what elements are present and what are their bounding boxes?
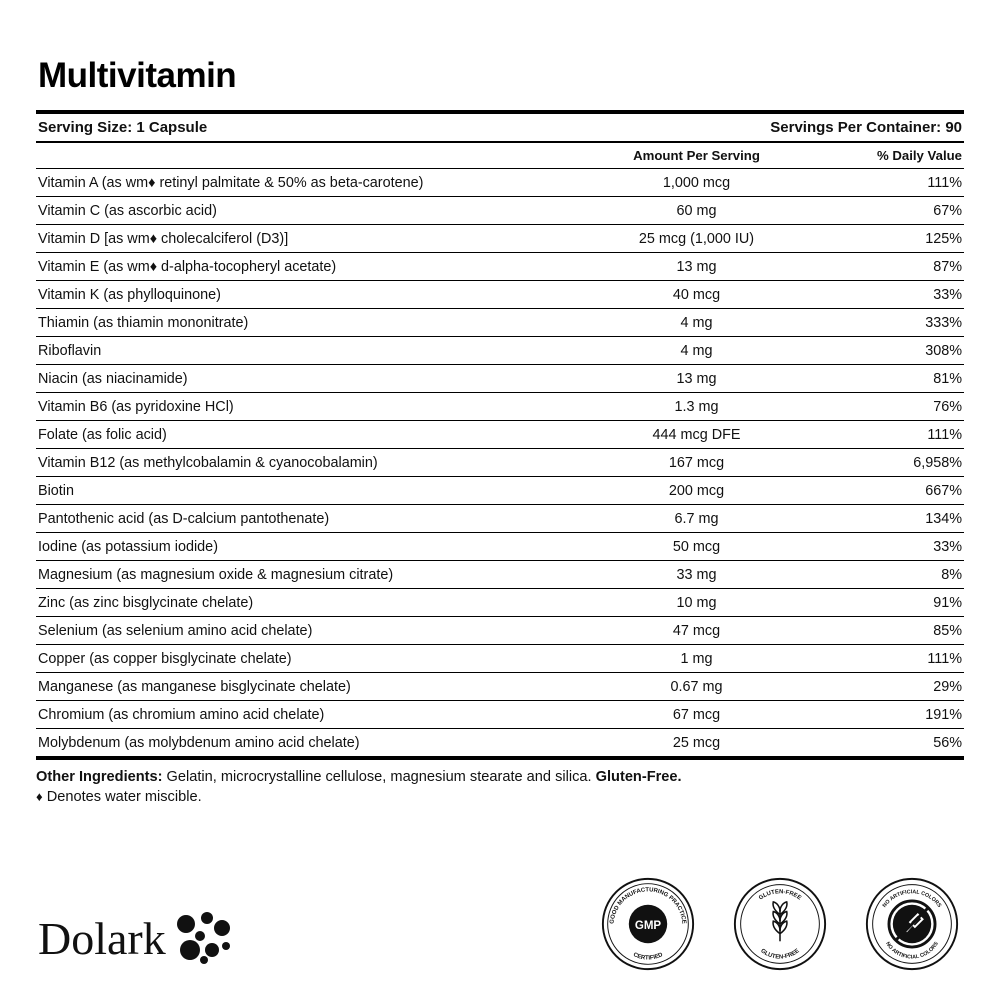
- gmp-seal-icon: [600, 876, 696, 972]
- svg-text:CERTIFIED: CERTIFIED: [632, 952, 664, 962]
- nutrient-dv: 29%: [814, 673, 964, 701]
- nutrient-amount: 10 mg: [579, 589, 814, 617]
- nutrient-name: Selenium (as selenium amino acid chelate): [36, 617, 579, 645]
- svg-text:GOOD MANUFACTURING PRACTICE: GOOD MANUFACTURING PRACTICE: [609, 887, 687, 925]
- nutrient-amount: 25 mcg (1,000 IU): [579, 225, 814, 253]
- nutrient-name: Copper (as copper bisglycinate chelate): [36, 645, 579, 673]
- nutrient-dv: 134%: [814, 505, 964, 533]
- nutrient-amount: 444 mcg DFE: [579, 421, 814, 449]
- nutrient-amount: 1.3 mg: [579, 393, 814, 421]
- nutrient-dv: 6,958%: [814, 449, 964, 477]
- nutrient-name: Vitamin B12 (as methylcobalamin & cyanocobalamin): [36, 449, 579, 477]
- nutrient-name: Thiamin (as thiamin mononitrate): [36, 309, 579, 337]
- nutrient-dv: 56%: [933, 735, 962, 751]
- nutrient-amount: 67 mcg: [579, 701, 814, 729]
- other-ingredients: [36, 760, 964, 788]
- nutrient-dv: 81%: [814, 365, 964, 393]
- nutrient-name: Magnesium (as magnesium oxide & magnesium citrate): [36, 561, 579, 589]
- nutrient-name: Zinc (as zinc bisglycinate chelate): [36, 589, 579, 617]
- nutrient-amount: 33 mg: [579, 561, 814, 589]
- nutrient-amount: 200 mcg: [579, 477, 814, 505]
- nutrient-dv: 111%: [814, 169, 964, 197]
- nutrient-name: Vitamin B6 (as pyridoxine HCl): [36, 393, 579, 421]
- table-row: [36, 673, 964, 701]
- svg-text:GMP: GMP: [634, 919, 662, 932]
- page-title: Multivitamin: [38, 56, 237, 95]
- nutrient-amount: 13 mg: [579, 365, 814, 393]
- brand-logo: [38, 908, 238, 968]
- nutrient-name: Folate (as folic acid): [36, 421, 579, 449]
- table-row: [36, 253, 964, 281]
- table-row: [36, 477, 964, 505]
- nutrient-name: Vitamin E (as wm♦ d-alpha-tocopheryl acetate): [36, 253, 579, 281]
- nutrient-dv: 33%: [814, 281, 964, 309]
- nutrient-amount: 40 mcg: [579, 281, 814, 309]
- nutrient-dv: 667%: [814, 477, 964, 505]
- serving-size: Serving Size: 1 Capsule: [38, 119, 208, 136]
- nutrient-dv: 91%: [814, 589, 964, 617]
- table-row: [36, 393, 964, 421]
- table-row: [36, 589, 964, 617]
- table-row: [36, 281, 964, 309]
- table-row: [36, 309, 964, 337]
- other-ingredients-text: Gelatin, microcrystalline cellulose, magnesium stearate and silica.: [162, 769, 596, 785]
- servings-per-container: Servings Per Container: 90: [770, 119, 962, 136]
- water-miscible-text: Denotes water miscible.: [46, 789, 202, 806]
- nutrient-amount: 60 mg: [579, 197, 814, 225]
- label-footer: [36, 866, 964, 986]
- other-ingredients-label: Other Ingredients:: [36, 769, 163, 785]
- nutrient-amount: 25 mcg: [672, 735, 721, 751]
- table-header-row: [36, 143, 964, 169]
- nutrient-amount: 4 mg: [579, 309, 814, 337]
- nutrient-amount: 13 mg: [579, 253, 814, 281]
- nutrient-name: Niacin (as niacinamide): [36, 365, 579, 393]
- nutrient-dv: 308%: [814, 337, 964, 365]
- svg-text:GLUTEN-FREE: GLUTEN-FREE: [758, 889, 802, 902]
- nutrient-dv: 33%: [814, 533, 964, 561]
- nutrient-dv: 111%: [814, 645, 964, 673]
- nutrient-dv: 67%: [814, 197, 964, 225]
- nutrient-name: Pantothenic acid (as D-calcium pantothenate): [36, 505, 579, 533]
- nutrient-dv: 87%: [814, 253, 964, 281]
- gluten-free-seal-icon: [732, 876, 828, 972]
- nutrient-table-body: [36, 169, 964, 757]
- nutrient-amount: 6.7 mg: [579, 505, 814, 533]
- table-row: [36, 701, 964, 729]
- table-row: [36, 225, 964, 253]
- nutrient-name: Chromium (as chromium amino acid chelate): [36, 701, 579, 729]
- table-row: [36, 729, 964, 757]
- table-row: [36, 421, 964, 449]
- table-row: [36, 561, 964, 589]
- serving-info-row: [36, 114, 964, 141]
- table-row: [36, 337, 964, 365]
- certification-seals: [600, 876, 960, 972]
- brand-mark-icon: [166, 908, 238, 968]
- nutrient-name: Riboflavin: [36, 337, 579, 365]
- nutrient-dv: 85%: [814, 617, 964, 645]
- nutrient-name: Vitamin K (as phylloquinone): [36, 281, 579, 309]
- col-header-amount: Amount Per Serving: [579, 143, 814, 169]
- brand-name: Dolark: [38, 912, 166, 964]
- table-row: [36, 617, 964, 645]
- nutrient-amount: 167 mcg: [579, 449, 814, 477]
- nutrient-dv: 333%: [814, 309, 964, 337]
- col-header-daily-value: % Daily Value: [814, 143, 964, 169]
- nutrient-amount: 1,000 mcg: [579, 169, 814, 197]
- nutrient-name: Vitamin C (as ascorbic acid): [36, 197, 579, 225]
- nutrient-dv: 8%: [814, 561, 964, 589]
- nutrient-name: Vitamin A (as wm♦ retinyl palmitate & 50% as beta-carotene): [36, 169, 579, 197]
- nutrient-name: Biotin: [36, 477, 579, 505]
- table-row: [36, 645, 964, 673]
- table-row: [36, 169, 964, 197]
- svg-text:GLUTEN-FREE: GLUTEN-FREE: [759, 948, 801, 961]
- col-header-nutrient: [36, 143, 579, 169]
- nutrient-dv: 76%: [814, 393, 964, 421]
- table-row: [36, 505, 964, 533]
- svg-text:NO ARTIFICIAL COLORS: NO ARTIFICIAL COLORS: [884, 940, 940, 961]
- nutrient-dv: 191%: [814, 701, 964, 729]
- water-miscible-note: [36, 788, 964, 805]
- nutrient-name: Manganese (as manganese bisglycinate chelate): [36, 673, 579, 701]
- table-row: [36, 533, 964, 561]
- nutrient-name: Molybdenum (as molybdenum amino acid chelate): [38, 735, 360, 751]
- table-row: [36, 197, 964, 225]
- nutrient-amount: 50 mcg: [579, 533, 814, 561]
- nutrient-name: Iodine (as potassium iodide): [36, 533, 579, 561]
- table-row: [36, 365, 964, 393]
- table-row: [36, 449, 964, 477]
- no-artificial-colors-seal-icon: [864, 876, 960, 972]
- nutrient-amount: 0.67 mg: [579, 673, 814, 701]
- nutrient-table: [36, 143, 964, 756]
- nutrient-amount: 1 mg: [579, 645, 814, 673]
- nutrient-dv: 125%: [814, 225, 964, 253]
- nutrient-name: Vitamin D [as wm♦ cholecalciferol (D3)]: [36, 225, 579, 253]
- nutrient-amount: 4 mg: [579, 337, 814, 365]
- svg-text:NO ARTIFICIAL COLORS: NO ARTIFICIAL COLORS: [881, 889, 943, 909]
- nutrient-amount: 47 mcg: [579, 617, 814, 645]
- nutrient-dv: 111%: [814, 421, 964, 449]
- water-drop-icon: ♦: [36, 789, 43, 805]
- gluten-free-note: Gluten-Free.: [595, 769, 682, 785]
